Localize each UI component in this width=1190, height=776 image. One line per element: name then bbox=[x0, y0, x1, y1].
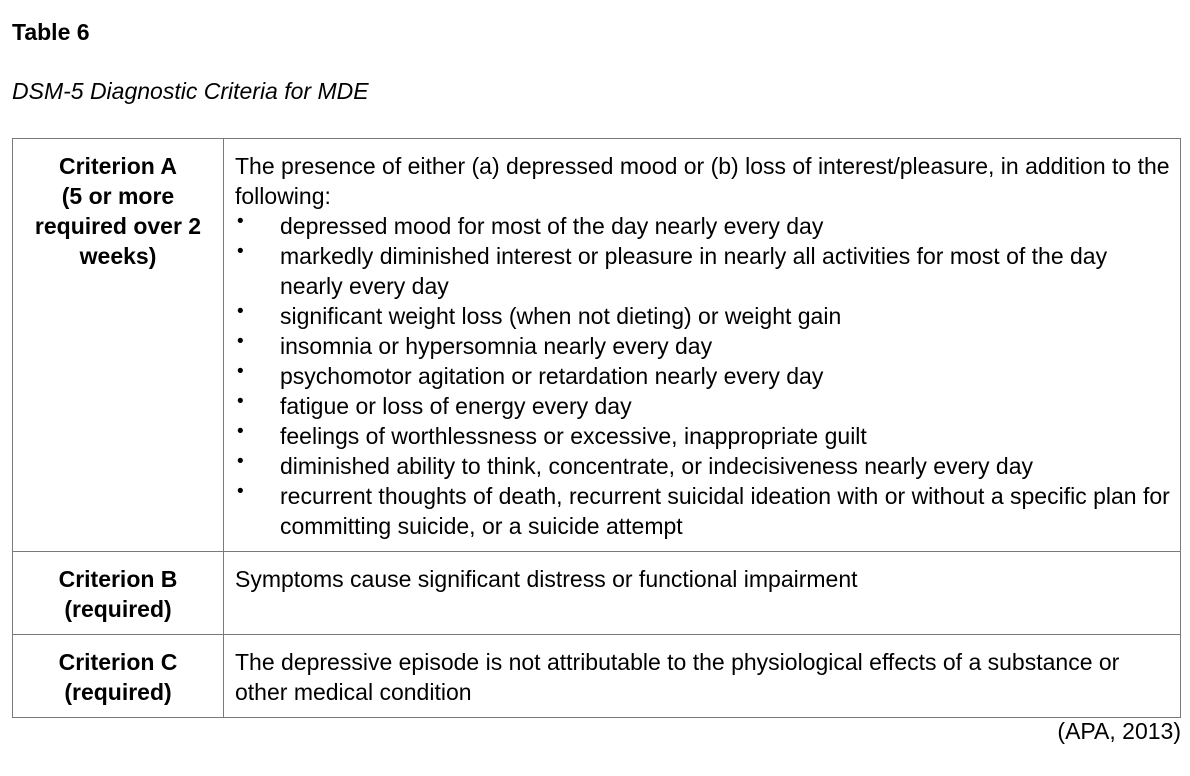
list-item bbox=[235, 241, 1170, 301]
symptom-text: markedly diminished interest or pleasure in nearly all activities for most of the day nearly every day bbox=[280, 243, 1108, 299]
bullet-icon: • bbox=[237, 241, 244, 262]
criterion-b-label-line: (required) bbox=[64, 596, 172, 622]
bullet-icon: • bbox=[237, 421, 244, 442]
bullet-icon: • bbox=[237, 361, 244, 382]
criterion-a-label-line: (5 or more bbox=[61, 183, 175, 209]
symptom-text: significant weight loss (when not dieting) or weight gain bbox=[280, 303, 842, 329]
criterion-a-label-line: Criterion A bbox=[59, 153, 177, 179]
table-title: DSM-5 Diagnostic Criteria for MDE bbox=[12, 78, 369, 104]
criterion-a-description bbox=[224, 139, 1181, 552]
list-item bbox=[235, 211, 1170, 241]
bullet-icon: • bbox=[237, 481, 244, 502]
criterion-c-label bbox=[13, 635, 224, 718]
criterion-b-description: Symptoms cause significant distress or functional impairment bbox=[224, 552, 1181, 635]
list-item bbox=[235, 481, 1170, 541]
bullet-icon: • bbox=[237, 331, 244, 352]
bullet-icon: • bbox=[237, 451, 244, 472]
bullet-icon: • bbox=[237, 391, 244, 412]
table-number: Table 6 bbox=[12, 19, 90, 45]
symptom-text: insomnia or hypersomnia nearly every day bbox=[280, 333, 713, 359]
criterion-a-symptom-list bbox=[235, 211, 1170, 541]
symptom-text: depressed mood for most of the day nearly every day bbox=[280, 213, 824, 239]
criterion-a-label-line: required over 2 bbox=[34, 213, 202, 239]
table-row-criterion-b bbox=[13, 552, 1181, 635]
criterion-a-label-line: weeks) bbox=[79, 243, 157, 269]
symptom-text: fatigue or loss of energy every day bbox=[280, 393, 632, 419]
criterion-c-description: The depressive episode is not attributable to the physiological effects of a substance or other medical condition bbox=[224, 635, 1181, 718]
criterion-b-label-line: Criterion B bbox=[58, 566, 178, 592]
symptom-text: recurrent thoughts of death, recurrent suicidal ideation with or without a specific plan for committing suicide, or a suicide attempt bbox=[280, 483, 1170, 539]
table-row-criterion-a bbox=[13, 139, 1181, 552]
list-item bbox=[235, 421, 1170, 451]
criterion-c-label-line: Criterion C bbox=[58, 649, 178, 675]
list-item bbox=[235, 451, 1170, 481]
criteria-table bbox=[12, 138, 1181, 718]
symptom-text: feelings of worthlessness or excessive, inappropriate guilt bbox=[280, 423, 867, 449]
symptom-text: psychomotor agitation or retardation nearly every day bbox=[280, 363, 824, 389]
citation: (APA, 2013) bbox=[1057, 718, 1181, 744]
criterion-c-label-line: (required) bbox=[64, 679, 172, 705]
list-item bbox=[235, 331, 1170, 361]
list-item bbox=[235, 301, 1170, 331]
list-item bbox=[235, 391, 1170, 421]
criterion-a-label bbox=[13, 139, 224, 552]
bullet-icon: • bbox=[237, 211, 244, 232]
symptom-text: diminished ability to think, concentrate, or indecisiveness nearly every day bbox=[280, 453, 1033, 479]
list-item bbox=[235, 361, 1170, 391]
bullet-icon: • bbox=[237, 301, 244, 322]
criterion-b-label bbox=[13, 552, 224, 635]
criterion-a-intro: The presence of either (a) depressed mood or (b) loss of interest/pleasure, in addition to the following: bbox=[235, 153, 1170, 209]
table-row-criterion-c bbox=[13, 635, 1181, 718]
